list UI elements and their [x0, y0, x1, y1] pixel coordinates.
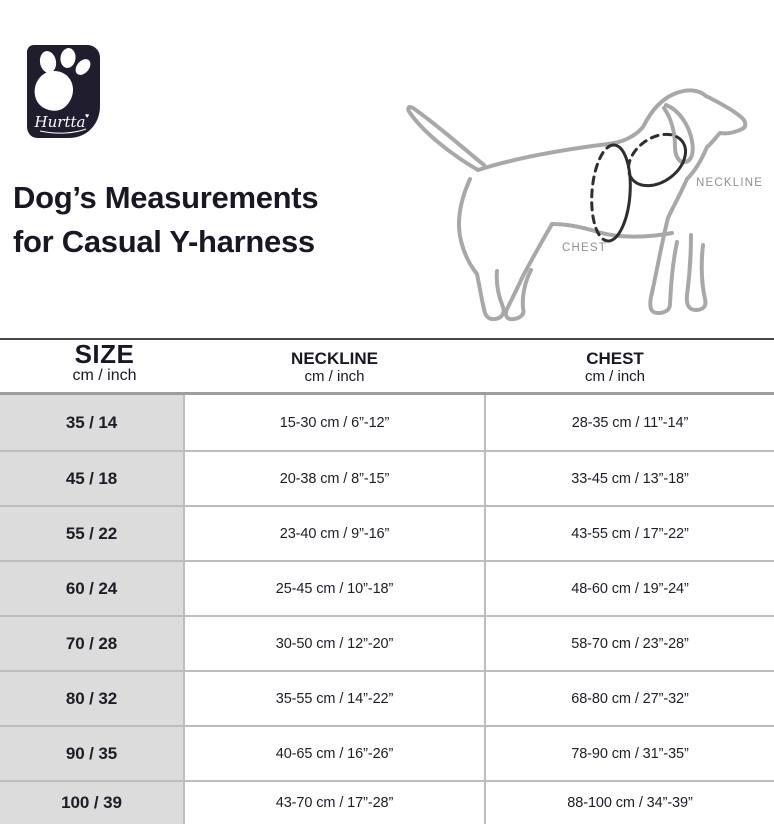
- table-row: [0, 670, 774, 725]
- size-table: [0, 338, 774, 824]
- size-cell: 35 / 14: [0, 395, 183, 450]
- neckline-cell: 23-40 cm / 9”-16”: [183, 507, 486, 560]
- column-header-chest-unit: cm / inch: [584, 368, 645, 385]
- neckline-cell: 25-45 cm / 10”-18”: [183, 562, 486, 615]
- table-row: [0, 395, 774, 450]
- neckline-cell: 15-30 cm / 6”-12”: [183, 395, 486, 450]
- logo-wordmark: Hurtta: [34, 113, 86, 131]
- size-table-body: [0, 395, 774, 824]
- column-header-chest-name: CHEST: [586, 349, 644, 368]
- chest-cell: 28-35 cm / 11”-14”: [571, 414, 689, 431]
- column-header-neckline-name: NECKLINE: [291, 349, 378, 368]
- column-header-size: [0, 340, 183, 392]
- chest-band: [592, 145, 631, 241]
- table-row: [0, 560, 774, 615]
- column-header-size-unit: cm / inch: [72, 367, 137, 384]
- chest-cell: 78-90 cm / 31”-35”: [571, 745, 689, 762]
- chest-cell: 58-70 cm / 23”-28”: [571, 635, 689, 652]
- size-cell: 60 / 24: [0, 562, 183, 615]
- neckline-label: NECKLINE: [696, 177, 764, 189]
- neckline-cell: 40-65 cm / 16”-26”: [183, 727, 486, 780]
- brand-logo: [27, 45, 100, 138]
- chest-cell: 33-45 cm / 13”-18”: [571, 470, 689, 487]
- column-header-chest: [486, 340, 774, 392]
- chest-band-solid: [609, 145, 630, 241]
- chest-band-dashed: [592, 145, 613, 241]
- neckline-band-solid: [632, 141, 686, 186]
- chest-cell: 88-100 cm / 34”-39”: [567, 795, 693, 811]
- chest-cell: 68-80 cm / 27”-32”: [571, 690, 689, 707]
- neckline-cell: 20-38 cm / 8”-15”: [183, 452, 486, 505]
- dog-measurement-diagram: [400, 75, 774, 325]
- page-title-line1: Dog’s Measurements: [13, 180, 319, 215]
- cropped-text-fragment: [706, 0, 768, 4]
- column-header-neckline: [183, 340, 486, 392]
- neckline-cell: 35-55 cm / 14”-22”: [183, 672, 486, 725]
- size-cell: 100 / 39: [0, 782, 183, 824]
- size-cell: 70 / 28: [0, 617, 183, 670]
- size-cell: 45 / 18: [0, 452, 183, 505]
- size-cell: 90 / 35: [0, 727, 183, 780]
- chest-label: CHEST: [562, 242, 607, 254]
- table-row: [0, 505, 774, 560]
- column-header-size-name: SIZE: [74, 339, 135, 369]
- logo-heart-icon: ♥: [85, 113, 90, 120]
- chest-cell: 43-55 cm / 17”-22”: [571, 525, 689, 542]
- column-header-neckline-unit: cm / inch: [304, 368, 365, 385]
- page-title: [13, 176, 318, 264]
- table-row: [0, 780, 774, 824]
- neckline-cell: 43-70 cm / 17”-28”: [183, 782, 486, 824]
- table-row: [0, 615, 774, 670]
- chest-cell: 48-60 cm / 19”-24”: [571, 580, 689, 597]
- size-cell: 80 / 32: [0, 672, 183, 725]
- size-cell: 55 / 22: [0, 507, 183, 560]
- table-row: [0, 725, 774, 780]
- page-title-line2: for Casual Y-harness: [13, 224, 315, 259]
- table-row: [0, 450, 774, 505]
- dog-outline: [408, 90, 745, 319]
- neckline-cell: 30-50 cm / 12”-20”: [183, 617, 486, 670]
- size-table-header: [0, 338, 774, 395]
